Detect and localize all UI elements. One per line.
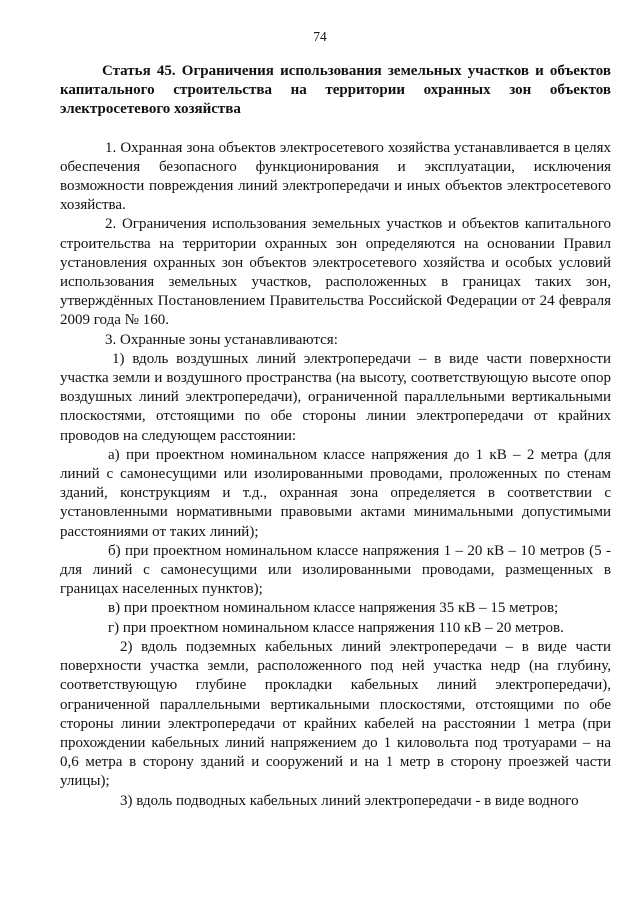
list-item-a: а) при проектном номинальном классе напряжения до 1 кВ – 2 метра (для линий с самонесущими или изолированными проводами, проложенных по стенам зданий, конструкциям и т.д., охранная зона определяется в соответствии с установленными нормативными правовыми актами минимальными допустимыми расстояниями от таких линий); [60, 446, 611, 540]
page-content [60, 62, 611, 811]
list-item-g: г) при проектном номинальном классе напряжения 110 кВ – 20 метров. [108, 619, 564, 636]
page-number: 74 [313, 29, 327, 44]
paragraph-1-purpose: 1. Охранная зона объектов электросетевого хозяйства устанавливается в целях обеспечения безопасного функционирования и эксплуатации, исключения возможности повреждения линий электропередачи и иных объектов электросетевого хозяйства. [60, 139, 611, 214]
list-item-b: б) при проектном номинальном классе напряжения 1 – 20 кВ – 10 метров (5 - для линий с самонесущими или изолированными проводами, размещенных в границах населенных пунктов); [60, 542, 611, 598]
paragraph-3-zones: 3. Охранные зоны устанавливаются: [105, 331, 338, 348]
article-title: Статья 45. Ограничения использования земельных участков и объектов капитального строительства на территории охранных зон объектов электросетевого хозяйства [60, 63, 611, 118]
paragraph-2-restrictions: 2. Ограничения использования земельных участков и объектов капитального строительства на территории охранных зон определяются на основании Правил установления охранных зон объектов электросетевого хозяйства и особых условий использования земельных участков, расположенных в границах таких зон, утверждённых Постановлением Правительства Российской Федерации от 24 февраля 2009 года № 160. [60, 216, 611, 329]
subparagraph-underground-lines: 2) вдоль подземных кабельных линий электропередачи – в виде части поверхности участка земли, расположенного под ней участка недр (на глубину, соответствующую глубине прокладки кабельных линий электропередачи), ограниченной параллельными вертикальными плоскостями, отстоящими по обе стороны линии электропередачи от крайних кабелей на расстоянии 1 метра (при прохождении кабельных линий напряжением до 1 киловольта под тротуарами – на 0,6 метра в сторону зданий и сооружений и на 1 метр в сторону проезжей части улицы); [60, 638, 611, 790]
list-item-v: в) при проектном номинальном классе напряжения 35 кВ – 15 метров; [108, 600, 559, 617]
subparagraph-overhead-lines: 1) вдоль воздушных линий электропередачи – в виде части поверхности участка земли и воздушного пространства (на высоту, соответствующую высоте опор воздушных линий электропередачи), ограниченной параллельными вертикальными плоскостями, отстоящими по обе стороны линии электропередачи от крайних проводов на следующем расстоянии: [60, 350, 611, 444]
subparagraph-underwater-lines: 3) вдоль подводных кабельных линий электропередачи - в виде водного [120, 792, 579, 809]
